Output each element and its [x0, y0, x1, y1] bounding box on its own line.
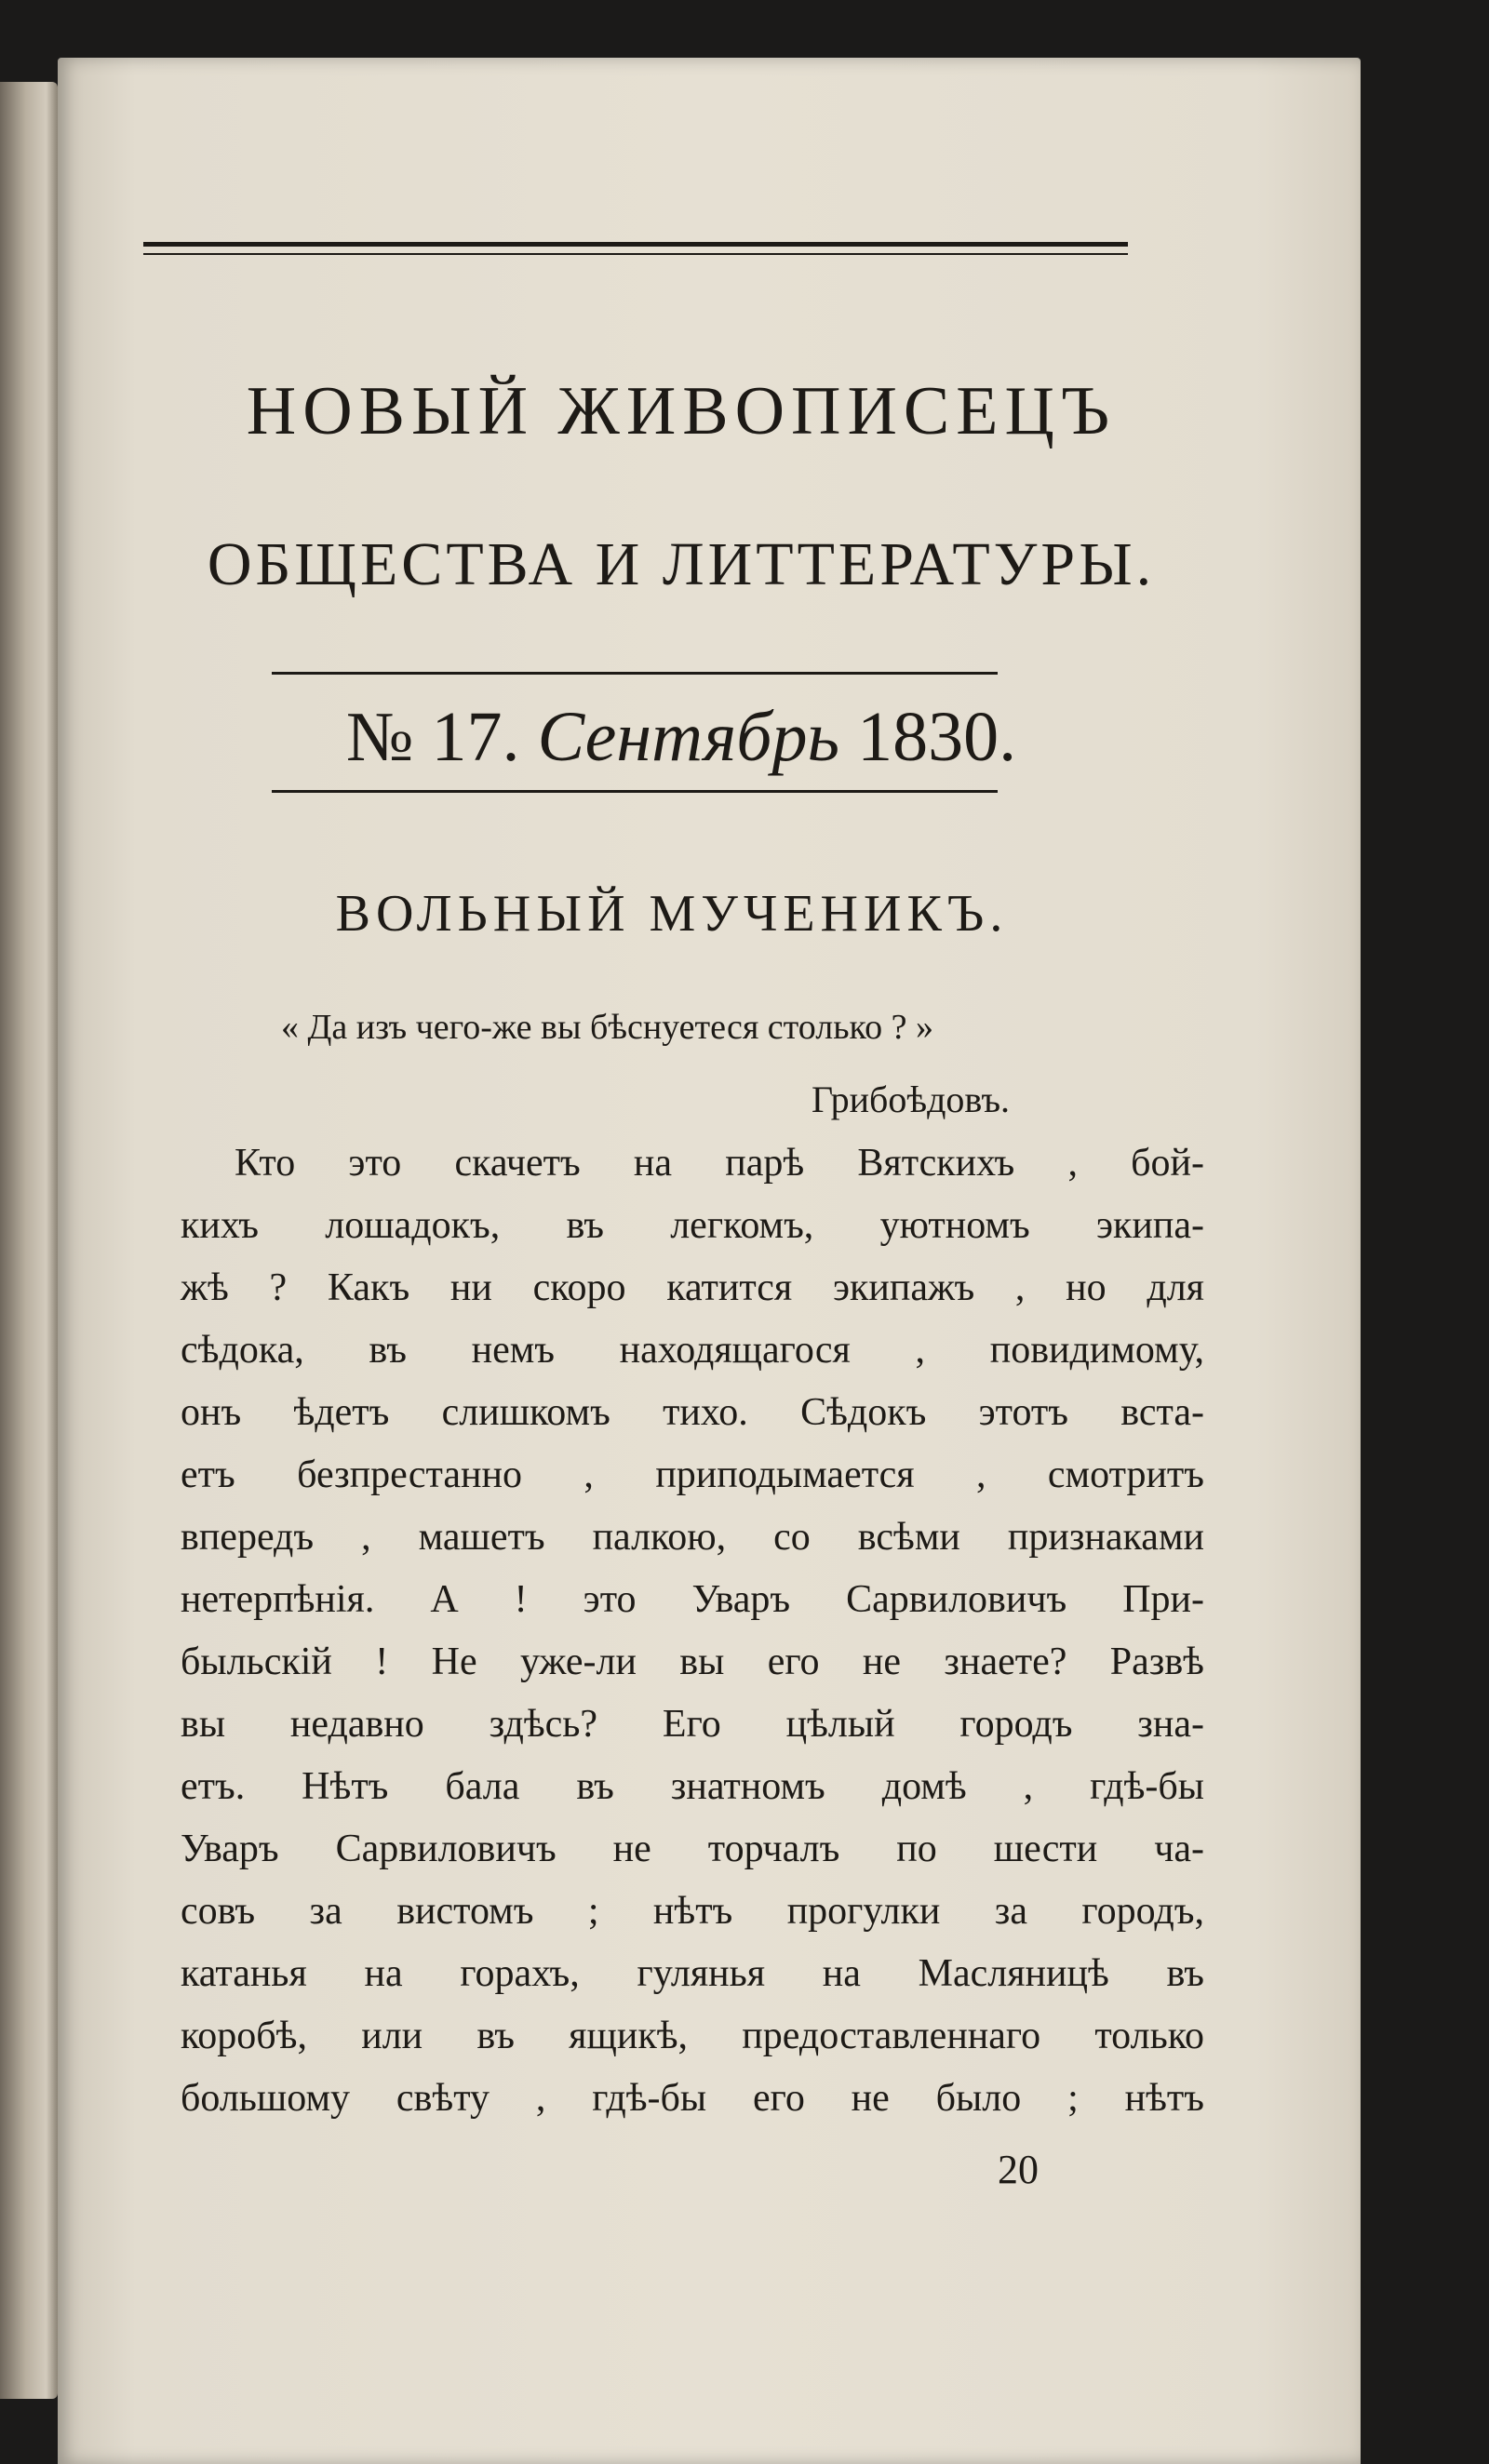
body-line: сѣдока, въ немъ находящагося , повидимому,	[181, 1329, 1204, 1372]
issue-line	[58, 690, 1305, 783]
issue-rule-bottom	[272, 790, 998, 793]
epigraph-author: Грибоѣдовъ.	[812, 1078, 1011, 1120]
article-title: ВОЛЬНЫЙ МУЧЕНИКЪ.	[335, 885, 1009, 943]
header-double-rule	[143, 242, 1128, 255]
body-line: быльскій ! Не уже-ли вы его не знаете? Развѣ	[181, 1640, 1204, 1683]
issue-month: Сентябрь	[537, 698, 840, 776]
body-line: кихъ лошадокъ, въ легкомъ, уютномъ экипа-	[181, 1204, 1204, 1247]
article-body	[181, 1132, 1204, 2130]
body-line: онъ ѣдетъ слишкомъ тихо. Сѣдокъ этотъ вста-	[181, 1391, 1204, 1434]
body-line: Кто это скачетъ на парѣ Вятскихъ , бой-	[235, 1142, 1204, 1185]
body-line: большому свѣту , гдѣ-бы его не было ; нѣтъ	[181, 2077, 1204, 2120]
body-line: Уваръ Сарвиловичъ не торчалъ по шести ча-	[181, 1828, 1204, 1870]
body-line: етъ безпрестанно , приподымается , смотритъ	[181, 1453, 1204, 1496]
book-page	[58, 58, 1361, 2464]
page-number: 20	[998, 2147, 1039, 2192]
body-line: катанья на горахъ, гулянья на Масляницѣ въ	[181, 1952, 1204, 1995]
body-line: етъ. Нѣтъ бала въ знатномъ домѣ , гдѣ-бы	[181, 1765, 1204, 1808]
issue-year: 1830.	[857, 698, 1017, 776]
epigraph: « Да изъ чего-же вы бѣснуетеся столько ? »	[281, 1008, 933, 1047]
body-line: совъ за вистомъ ; нѣтъ прогулки за городъ,	[181, 1890, 1204, 1933]
body-line: вы недавно здѣсь? Его цѣлый городъ зна-	[181, 1703, 1204, 1746]
body-line: впередъ , машетъ палкою, со всѣми признаками	[181, 1516, 1204, 1559]
journal-subtitle: ОБЩЕСТВА И ЛИТТЕРАТУРЫ.	[207, 530, 1156, 598]
issue-rule-top	[272, 672, 998, 675]
body-line: коробѣ, или въ ящикѣ, предоставленнаго только	[181, 2015, 1204, 2057]
journal-title: НОВЫЙ ЖИВОПИСЕЦЪ	[246, 373, 1117, 449]
body-line: нетерпѣнія. А ! это Уваръ Сарвиловичъ При-	[181, 1578, 1204, 1621]
issue-number: № 17.	[345, 698, 520, 776]
facing-page-edge	[0, 82, 58, 2399]
body-line: жѣ ? Какъ ни скоро катится экипажъ , но для	[181, 1266, 1204, 1309]
